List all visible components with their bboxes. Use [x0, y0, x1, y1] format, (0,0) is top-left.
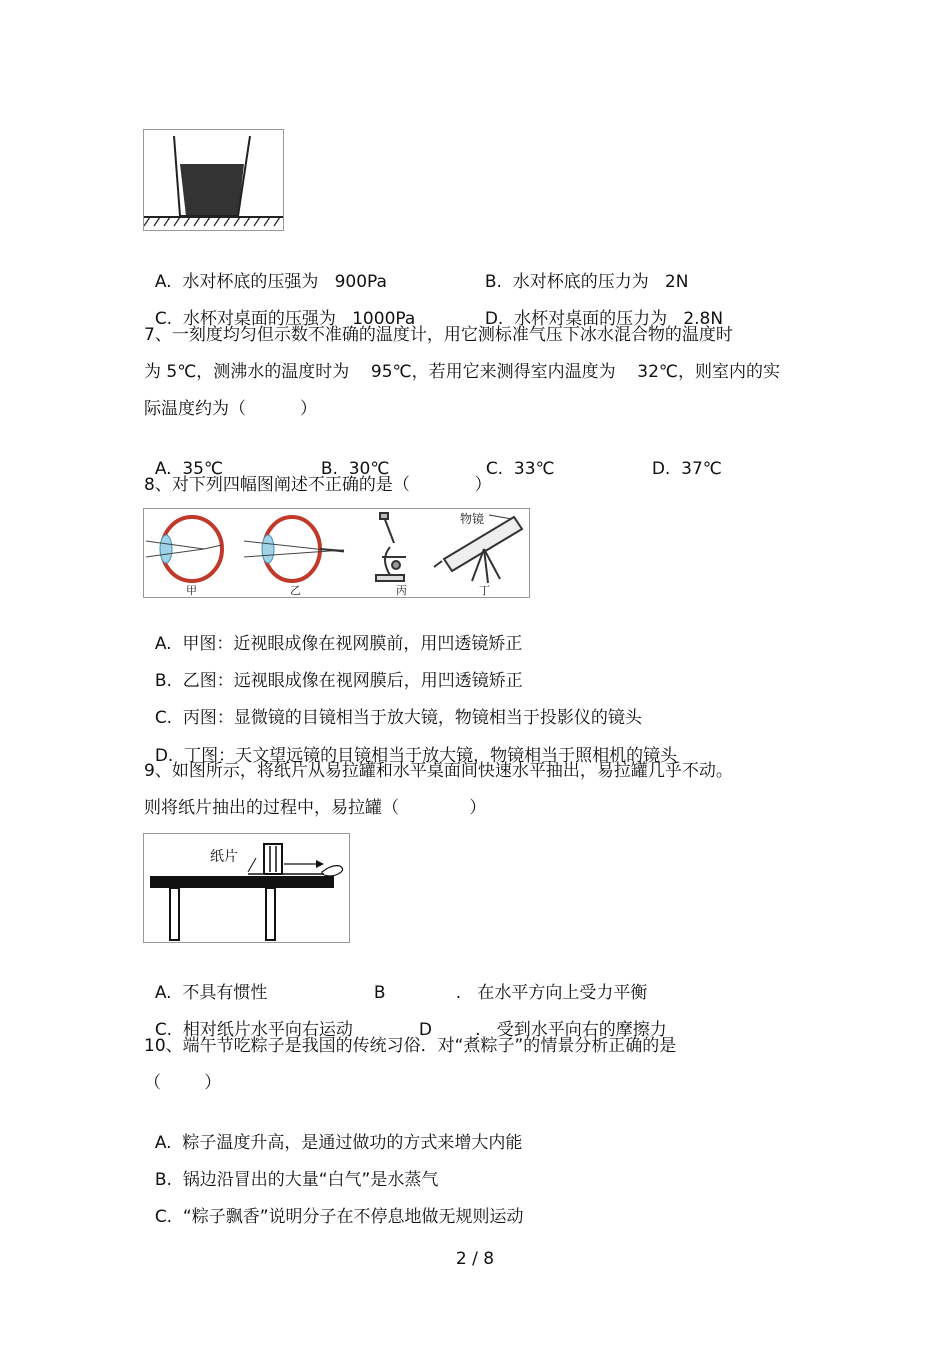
cup-figure	[143, 129, 284, 231]
figure-label-ding: 丁	[479, 584, 490, 597]
option-text: 乙图：远视眼成像在视网膜后，用凹透镜矫正	[182, 671, 523, 691]
option-key: C.	[154, 309, 173, 329]
option-key: A.	[154, 983, 172, 1003]
q10-stem-line-1: 10、端午节吃粽子是我国的传统习俗．对“煮粽子”的情景分析正确的是	[144, 1036, 677, 1056]
option-key: D	[418, 1020, 432, 1040]
q9-stem-line-1: 9、如图所示，将纸片从易拉罐和水平桌面间快速水平抽出，易拉罐几乎不动。	[144, 761, 733, 781]
q9-stem-line-2: 则将纸片抽出的过程中，易拉罐（ ）	[144, 798, 487, 818]
option-key: C.	[154, 1020, 173, 1040]
figure-label-yi: 乙	[290, 584, 301, 597]
option-key: B.	[484, 272, 502, 292]
option-text: 丁图：天文望远镜的目镜相当于放大镜，物镜相当于照相机的镜头	[184, 746, 678, 766]
hyperopia-eye-diagram	[244, 517, 344, 581]
can-paper-figure	[143, 833, 350, 943]
option-key: C.	[154, 1207, 173, 1227]
option-key: A.	[154, 1133, 172, 1153]
option-text: 粽子温度升高，是通过做功的方式来增大内能	[182, 1133, 523, 1153]
option-text: 35℃	[182, 459, 224, 479]
q8-stem-line-1: 8、对下列四幅图阐述不正确的是（ ）	[144, 475, 492, 495]
option-key: D.	[154, 746, 174, 766]
option-key: A.	[154, 634, 172, 654]
telescope-label: 物镜	[460, 512, 485, 526]
q7-stem-line-1: 7、一刻度均匀但示数不准确的温度计，用它测标准气压下冰水混合物的温度时	[144, 325, 733, 345]
option-text: 丙图：显微镜的目镜相当于放大镜，物镜相当于投影仪的镜头	[182, 708, 642, 728]
option-text: 不具有惯性	[182, 983, 268, 1003]
option-text: 水对杯底的压力为 2N	[512, 272, 689, 292]
option-text: 水杯对桌面的压强为 1000Pa	[182, 309, 416, 329]
option-key: D.	[651, 459, 671, 479]
option-key: B.	[320, 459, 338, 479]
option-key: B.	[154, 1170, 172, 1190]
option-key: C.	[154, 708, 173, 728]
q10-stem-line-2: （ ）	[144, 1073, 222, 1093]
option-text: 30℃	[348, 459, 390, 479]
option-key: C.	[485, 459, 504, 479]
option-key: B	[373, 983, 386, 1003]
option-text: . 受到水平向右的摩擦力	[475, 1020, 667, 1040]
option-text: 33℃	[513, 459, 555, 479]
option-key: A.	[154, 272, 172, 292]
q7-option-d[interactable]	[641, 436, 722, 480]
q7-stem-line-3: 际温度约为（ ）	[144, 399, 318, 419]
paper-label: 纸片	[210, 849, 238, 865]
option-key: A.	[154, 459, 172, 479]
q10-option-c[interactable]	[144, 1184, 524, 1228]
option-text: 锅边沿冒出的大量“白气”是水蒸气	[182, 1170, 439, 1190]
figure-label-bing: 丙	[396, 584, 407, 597]
myopia-eye-diagram	[146, 517, 222, 581]
option-text: 37℃	[681, 459, 722, 479]
page-number: 2 / 8	[455, 1249, 495, 1269]
option-key: D.	[484, 309, 504, 329]
option-text: “粽子飘香”说明分子在不停息地做无规则运动	[182, 1207, 524, 1227]
option-text: 相对纸片水平向右运动	[182, 1020, 353, 1040]
figure-label-jia: 甲	[186, 584, 197, 597]
option-key: B.	[154, 671, 172, 691]
optics-figure	[143, 508, 530, 598]
q7-stem-line-2: 为 5℃，测沸水的温度时为 95℃，若用它来测得室内温度为 32℃，则室内的实	[144, 362, 780, 382]
option-text: 甲图：近视眼成像在视网膜前，用凹透镜矫正	[182, 634, 523, 654]
option-text: . 在水平方向上受力平衡	[455, 983, 648, 1003]
option-text: 水对杯底的压强为 900Pa	[182, 272, 387, 292]
microscope-diagram	[376, 513, 406, 581]
option-text: 水杯对桌面的压力为 2.8N	[514, 309, 724, 329]
